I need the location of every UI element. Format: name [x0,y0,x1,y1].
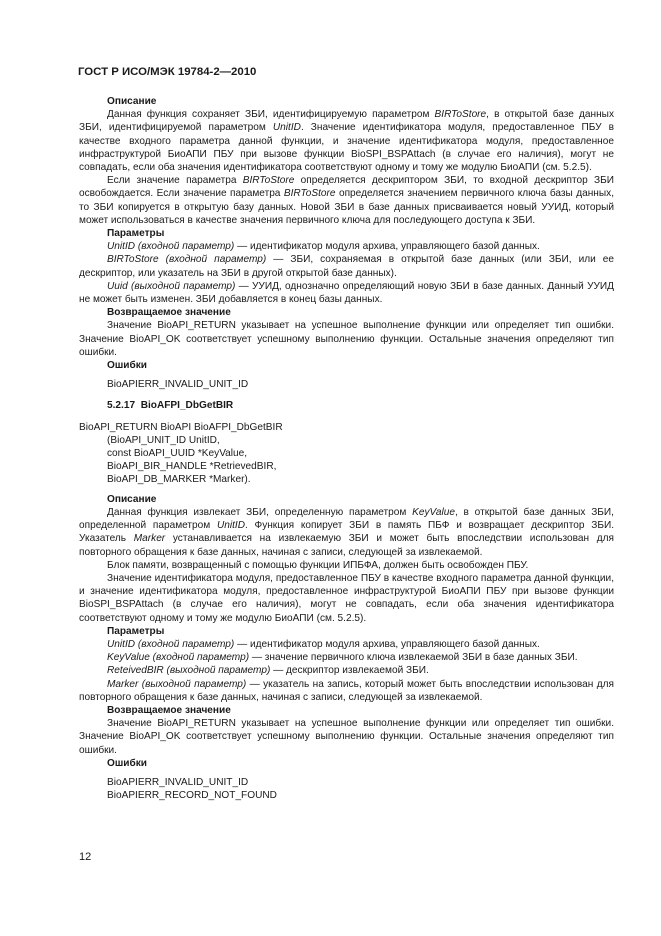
text-run: . Функция копирует ЗБИ в память ПБФ и возвращает дескриптор ЗБИ. Указатель [79,520,614,545]
italic-term: UnitID (входной параметр) [107,241,235,253]
text-run: — идентификатор модуля архива, управляющего базой данных. [234,638,540,650]
italic-term: KeyValue [412,506,455,518]
text-run: устанавливается на извлекаемую ЗБИ и может быть впоследствии использован для повторного обращения к базе данных, начиная с записи, следующей за извлекаемой. [79,533,615,558]
italic-term: UnitID [216,520,245,532]
text-run: определяется дескриптором ЗБИ, то входной дескриптор ЗБИ освобождается. Если значение параметра [79,175,615,200]
description-heading: Описание [107,493,157,505]
function-signature: BioAPI_RETURN BioAPI BioAFPI_DbGetBIR [79,421,283,433]
text-run: Данная функция сохраняет ЗБИ, идентифицируемую параметром [107,109,435,121]
text-run: , в открытой базе данных ЗБИ, определенной параметром [79,506,614,532]
description-heading: Описание [107,96,157,107]
parameter-item [79,678,614,704]
error-code: BioAPIERR_INVALID_UNIT_ID [107,776,249,788]
italic-term: BIRToStore [283,188,336,200]
parameter-item [79,280,614,306]
description-paragraph [79,559,614,572]
description-paragraph [79,572,614,625]
error-code: BioAPIERR_RECORD_NOT_FOUND [107,790,277,802]
text-run: определяется значением первичного ключа базы данных, то ЗБИ копируется в открытую базу данных. Новой ЗБИ в базе данных присваивается новый УУИД, который может использоваться в качестве значения первичного ключа для последующего доступа к ЗБИ. [79,188,614,226]
code-line: BioAPI_BIR_HANDLE *RetrievedBIR, [107,461,277,473]
parameter-item [79,651,614,664]
parameter-item [79,664,614,677]
text-run: Если значение параметра [107,175,243,187]
code-line: BioAPI_DB_MARKER *Marker). [107,474,251,486]
section-number: 5.2.17 [107,400,136,412]
italic-term: UnitID (входной параметр) [107,638,235,650]
italic-term: BIRToStore [242,175,295,187]
text-run: — дескриптор извлекаемой ЗБИ. [270,665,429,677]
text-run: Значение BioAPI_RETURN указывает на успешное выполнение функции или определяет тип ошибки. Значение BioAPI_OK соответствует успешному выполнению функции. Остальные значения определяют тип ошибки. [79,718,614,756]
italic-term: BIRToStore (входной параметр) [107,254,267,266]
text-run: , в открытой базе данных ЗБИ, идентифицируемой параметром [79,109,614,134]
parameter-item [79,253,614,279]
errors-heading: Ошибки [107,360,147,372]
description-paragraph [79,506,614,559]
return-value-text [79,319,614,359]
text-run: Блок памяти, возвращенный с помощью функции ИПБФА, должен быть освобожден ПБУ. [107,559,529,571]
text-run: — значение первичного ключа извлекаемой ЗБИ в базе данных ЗБИ. [249,652,578,664]
text-run: Данная функция извлекает ЗБИ, определенную параметром [107,506,413,518]
text-run: Значение BioAPI_RETURN указывает на успешное выполнение функции или определяет тип ошибки. Значение BioAPI_OK соответствует успешному выполнению функции. Остальные значения определяют тип ошибки. [79,320,614,358]
parameter-item [79,638,614,651]
description-paragraph [79,108,614,174]
page-number: 12 [79,851,92,863]
parameters-heading: Параметры [107,625,165,637]
return-value-heading: Возвращаемое значение [107,307,231,319]
parameters-heading: Параметры [107,228,165,240]
section-title: BioAFPI_DbGetBIR [140,400,234,412]
section-heading [79,399,614,412]
error-code: BioAPIERR_INVALID_UNIT_ID [107,379,249,391]
italic-term: ReteivedBIR (выходной параметр) [107,665,271,677]
parameter-item [79,240,614,253]
return-value-heading: Возвращаемое значение [107,704,231,716]
text-run: — ЗБИ, сохраняемая в открытой базе данных (или ЗБИ, или ее дескриптор, или указатель на ЗБИ в другой открытой базе данных). [79,254,614,279]
italic-term: UnitID [272,122,301,134]
text-run: — УУИД, однозначно определяющий новую ЗБИ в базе данных. Данный УУИД не может быть изменен. ЗБИ добавляется в конец базы данных. [79,280,615,306]
text-run: . Значение идентификатора модуля, предоставленное ПБУ в качестве входного параметра данной функции, и значение идентификатора модуля, предоставленное инфраструктурой БиоАПИ ПБУ при вызове функции BioSPI_BSPAttach (в случае его наличия), могут не совпадать, если оба значения идентификатора соответствуют одному и тому же модулю БиоАПИ (см. 5.2.5). [79,122,614,174]
page-body [79,95,614,802]
code-line: const BioAPI_UUID *KeyValue, [107,448,248,460]
italic-term: KeyValue (входной параметр) [107,652,250,664]
function-params-code [79,434,614,487]
italic-term: Marker [133,533,166,545]
text-run: — указатель на запись, который может быть впоследствии использован для повторного обращения к базе данных, начиная с записи, следующей за извлекаемой. [79,678,614,703]
text-run: — идентификатор модуля архива, управляющего базой данных. [234,241,540,253]
code-line: (BioAPI_UNIT_ID UnitID, [107,434,220,446]
return-value-text [79,717,614,757]
description-paragraph [79,174,614,227]
text-run: Значение идентификатора модуля, предоставленное ПБУ в качестве входного параметра данной функции, и значение идентификатора модуля, предоставленное инфраструктурой БиоАПИ ПБУ при вызове функции BioSPI_BSPAttach (в случае его наличия), могут не совпадать, если оба значения идентификатора соответствуют одному и тому же модулю БиоАПИ (см. 5.2.5). [79,572,614,624]
italic-term: Uuid (выходной параметр) [107,280,236,292]
italic-term: BIRToStore [434,109,487,121]
document-header: ГОСТ Р ИСО/МЭК 19784-2—2010 [78,66,257,78]
errors-heading: Ошибки [107,757,147,769]
italic-term: Marker (выходной параметр) [107,678,247,690]
